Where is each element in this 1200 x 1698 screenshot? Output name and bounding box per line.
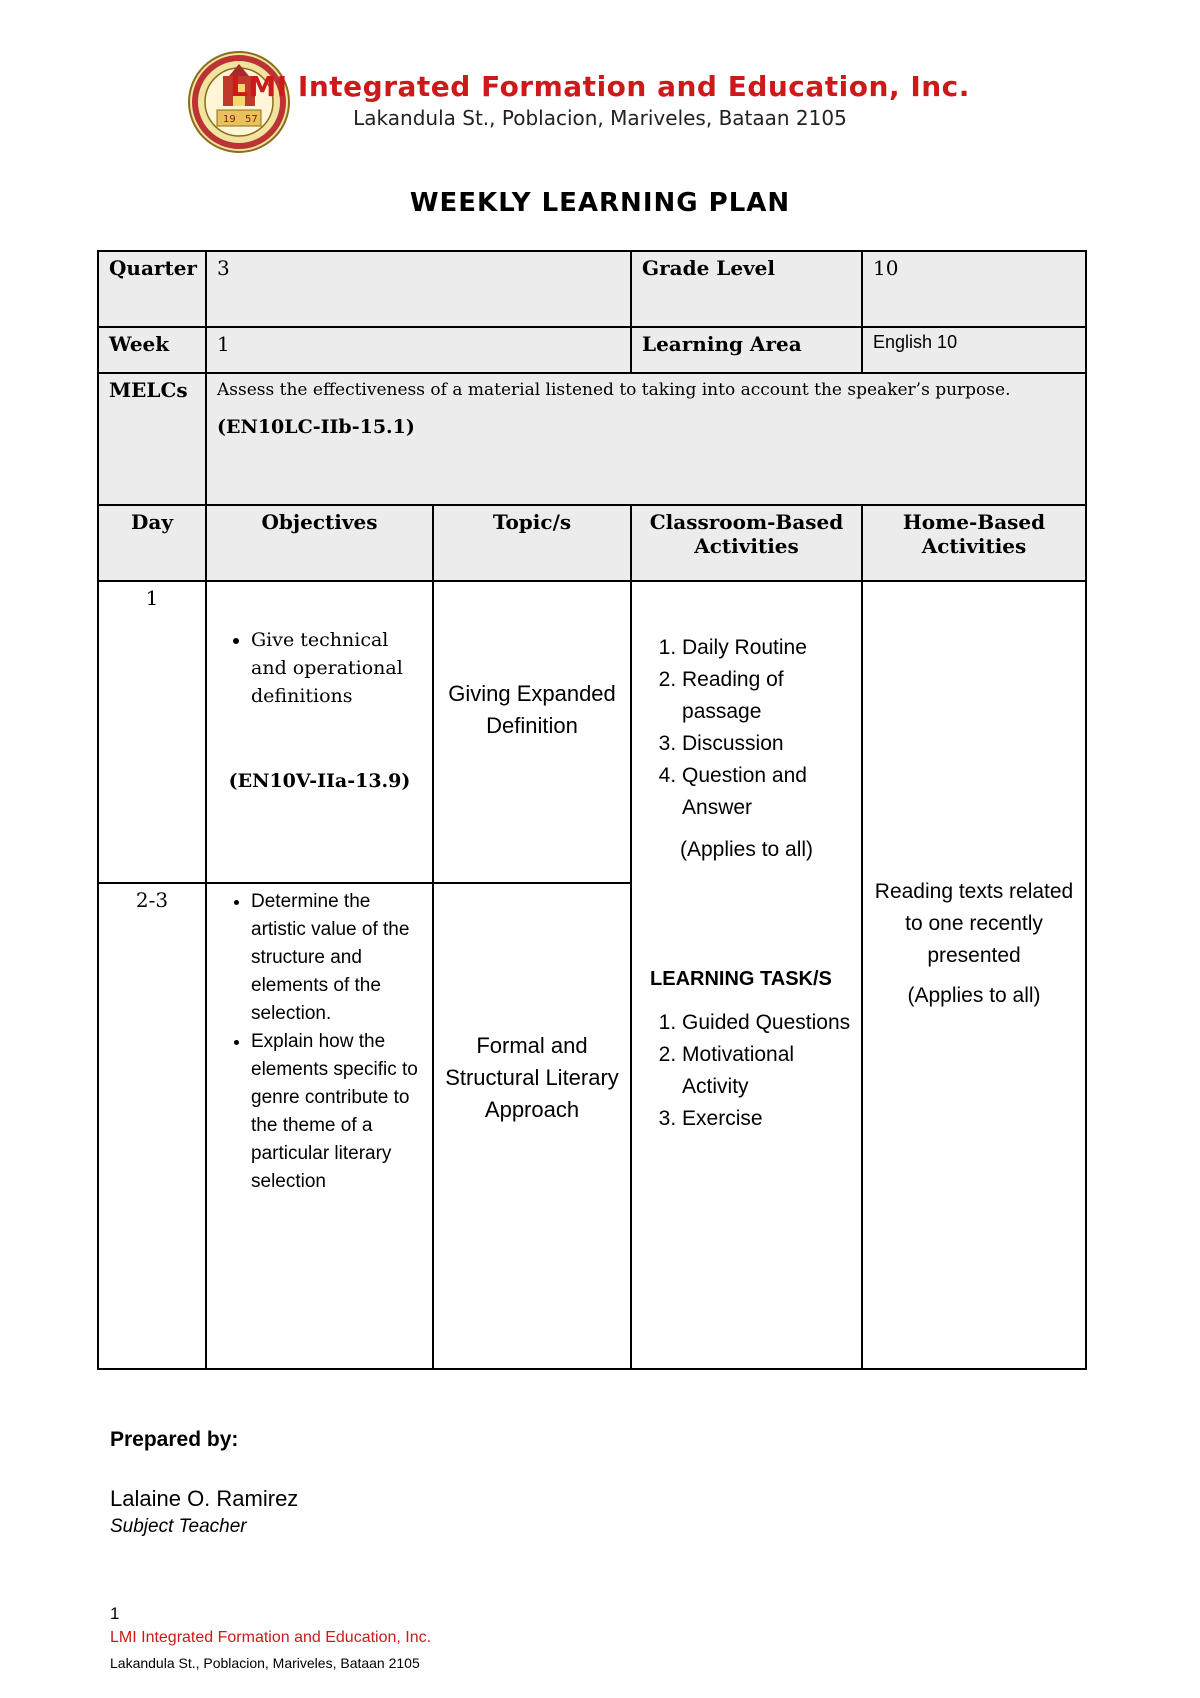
column-header-row <box>98 505 1086 581</box>
svg-text:19: 19 <box>223 114 236 125</box>
melcs-row <box>98 373 1086 505</box>
page-title: WEEKLY LEARNING PLAN <box>409 188 791 218</box>
day-header: Day <box>98 505 206 581</box>
objectives-cell <box>206 883 433 1369</box>
week-value: 1 <box>206 327 631 373</box>
learning-plan-table <box>97 250 1087 1370</box>
signer-role: Subject Teacher <box>110 1516 247 1537</box>
home-activities-cell <box>862 581 1086 1369</box>
school-address: Lakandula St., Poblacion, Mariveles, Bataan 2105 <box>353 106 847 130</box>
topic-cell <box>433 883 631 1369</box>
topic-cell <box>433 581 631 883</box>
quarter-value: 3 <box>206 251 631 327</box>
classroom-list-2 <box>642 1007 851 1135</box>
list-item: 2. Motivational Activity <box>682 1039 851 1103</box>
table-row <box>98 581 1086 883</box>
list-item: 3. Exercise <box>682 1103 851 1135</box>
topic-text: Giving Expanded Definition <box>448 681 616 738</box>
week-label: Week <box>98 327 206 373</box>
quarter-row <box>98 251 1086 327</box>
home-applies-note: (Applies to all) <box>907 984 1041 1007</box>
document-header <box>0 0 1200 218</box>
learning-area-value: English 10 <box>862 327 1086 373</box>
objectives-list <box>217 888 422 1196</box>
school-name: LMI Integrated Formation and Education, Inc. <box>230 70 970 103</box>
grade-level-value: 10 <box>862 251 1086 327</box>
week-row <box>98 327 1086 373</box>
list-item: 3. Discussion <box>682 728 851 760</box>
list-item: • Explain how the elements specific to genre contribute to the theme of a particular literary selection <box>251 1028 422 1196</box>
list-item: 2. Reading of passage <box>682 664 851 728</box>
learning-area-label: Learning Area <box>631 327 862 373</box>
day-cell: 1 <box>98 581 206 883</box>
classroom-activities-cell <box>631 581 862 1369</box>
classroom-list-1 <box>642 632 851 824</box>
topics-header: Topic/s <box>433 505 631 581</box>
footer-address: Lakandula St., Poblacion, Mariveles, Bataan 2105 <box>110 1655 420 1671</box>
objectives-header: Objectives <box>206 505 433 581</box>
melcs-text: Assess the effectiveness of a material listened to taking into account the speaker’s purpose. <box>217 380 1011 400</box>
objective-code: (EN10V-IIa-13.9) <box>228 770 411 792</box>
home-activities-header: Home-Based Activities <box>862 505 1086 581</box>
grade-level-label: Grade Level <box>631 251 862 327</box>
objectives-list <box>217 626 422 710</box>
page-number: 1 <box>110 1604 120 1623</box>
home-activity-text: Reading texts related to one recently presented <box>874 880 1074 967</box>
list-item: • Determine the artistic value of the structure and elements of the selection. <box>251 888 422 1028</box>
applies-note: (Applies to all) <box>679 838 814 861</box>
prepared-by-label: Prepared by: <box>110 1428 239 1451</box>
svg-text:57: 57 <box>245 114 258 125</box>
quarter-label: Quarter <box>98 251 206 327</box>
list-item: • Give technical and operational definitions <box>251 626 422 710</box>
day-cell: 2-3 <box>98 883 206 1369</box>
melcs-code: (EN10LC-IIb-15.1) <box>217 416 415 438</box>
topic-text: Formal and Structural Literary Approach <box>445 1033 619 1122</box>
list-item: 4. Question and Answer <box>682 760 851 824</box>
list-item: 1. Guided Questions <box>682 1007 851 1039</box>
list-item: 1. Daily Routine <box>682 632 851 664</box>
objectives-cell <box>206 581 433 883</box>
signer-name: Lalaine O. Ramirez <box>110 1486 299 1511</box>
melcs-cell <box>206 373 1086 505</box>
classroom-activities-header: Classroom-Based Activities <box>631 505 862 581</box>
melcs-label: MELCs <box>98 373 206 505</box>
learning-task-heading: LEARNING TASK/S <box>650 968 832 990</box>
footer-school-name: LMI Integrated Formation and Education, Inc. <box>110 1629 432 1646</box>
